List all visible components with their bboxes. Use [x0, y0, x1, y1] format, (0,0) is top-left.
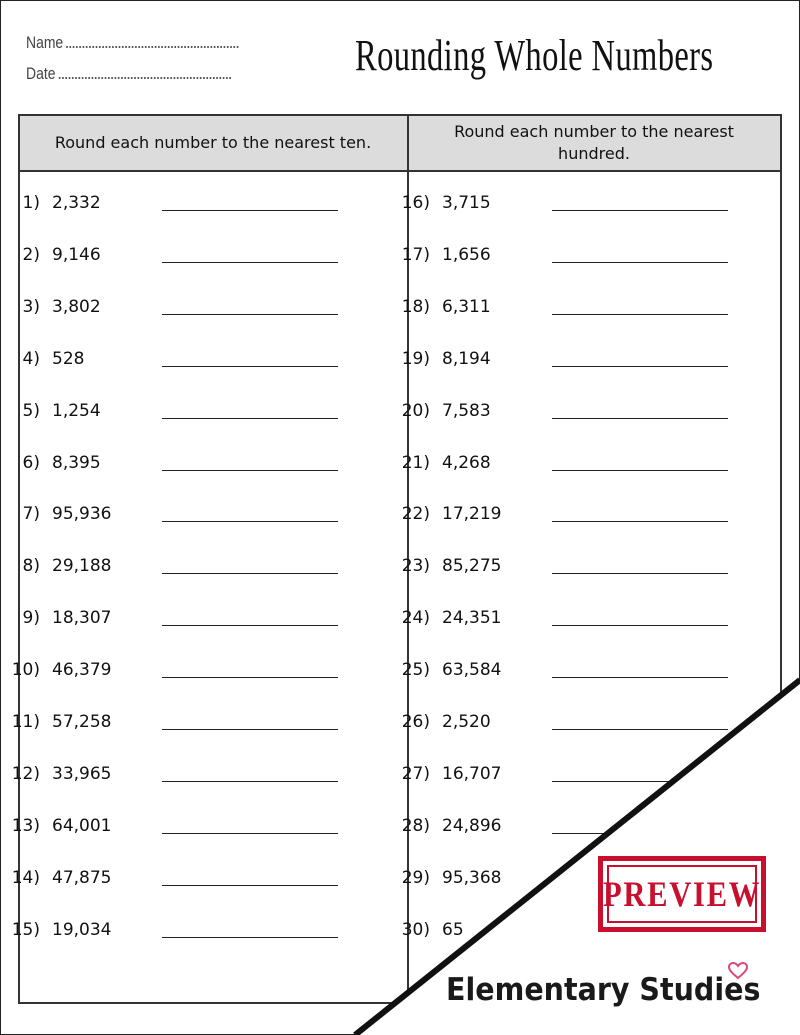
problem-value: 3,715	[442, 193, 491, 213]
problem-value: 3,802	[52, 296, 101, 317]
problem-number: 2)	[22, 244, 40, 265]
preview-stamp	[598, 856, 766, 932]
problem-number: 18)	[401, 296, 430, 317]
problem-value: 16,707	[442, 763, 502, 784]
problem-number: 28)	[401, 815, 430, 836]
problem-value: 57,258	[52, 712, 112, 732]
problem-number: 1)	[22, 193, 40, 213]
problem-value: 64,001	[52, 815, 112, 836]
problem-number: 7)	[22, 504, 40, 525]
problem-number: 21)	[401, 452, 430, 473]
problem-number: 4)	[22, 348, 40, 369]
problem-number: 25)	[401, 660, 430, 681]
problem-number: 17)	[401, 244, 430, 265]
name-label: Name	[26, 33, 64, 52]
problem-number: 13)	[11, 815, 40, 836]
problem-number: 3)	[22, 296, 40, 317]
problem-value: 2,332	[52, 193, 101, 213]
problem-number: 5)	[22, 400, 40, 421]
problem-number: 19)	[401, 348, 430, 369]
problem-value: 1,254	[52, 400, 101, 421]
date-label: Date	[26, 64, 56, 83]
problem-number: 8)	[22, 556, 40, 577]
problem-value: 63,584	[442, 660, 502, 681]
stamp-text: PREVIEW	[602, 874, 762, 914]
problem-value: 2,520	[442, 712, 491, 732]
problem-number: 9)	[22, 608, 40, 629]
problem-value: 9,146	[52, 244, 101, 265]
problem-value: 29,188	[52, 556, 112, 577]
problem-value: 8,194	[442, 348, 491, 369]
problem-number: 16)	[401, 193, 430, 213]
left-column-heading: Round each number to the nearest ten.	[54, 133, 372, 152]
problem-value: 8,395	[52, 452, 101, 473]
problem-value: 19,034	[52, 919, 112, 940]
problem-value: 47,875	[52, 867, 112, 888]
problem-value: 33,965	[52, 763, 112, 784]
problem-number: 22)	[401, 504, 430, 525]
right-column-heading: Round each number to the nearest hundred.	[454, 122, 734, 163]
problem-number: 15)	[11, 919, 40, 940]
problem-number: 29)	[401, 867, 430, 888]
problem-number: 20)	[401, 400, 430, 421]
problem-value: 95,368	[442, 867, 502, 888]
problem-value: 4,268	[442, 452, 491, 473]
problem-value: 6,311	[442, 296, 491, 317]
problem-number: 30)	[401, 919, 430, 940]
problem-value: 7,583	[442, 400, 491, 421]
problem-number: 10)	[11, 660, 40, 681]
problem-value: 65	[442, 919, 464, 940]
problem-number: 6)	[22, 452, 40, 473]
problem-number: 26)	[401, 712, 430, 732]
problem-value: 24,896	[442, 815, 502, 836]
heart-icon	[728, 962, 748, 980]
problem-number: 24)	[401, 608, 430, 629]
problem-value: 24,351	[442, 608, 502, 629]
problem-value: 46,379	[52, 660, 112, 681]
problem-number: 11)	[11, 712, 40, 732]
problem-value: 1,656	[442, 244, 491, 265]
problem-number: 12)	[11, 763, 40, 784]
problem-value: 17,219	[442, 504, 502, 525]
brand-logo: Elementary Studies	[446, 972, 761, 1008]
problem-number: 14)	[11, 867, 40, 888]
problem-number: 23)	[401, 556, 430, 577]
problem-value: 85,275	[442, 556, 502, 577]
problem-value: 528	[52, 348, 85, 369]
problem-value: 18,307	[52, 608, 112, 629]
problem-value: 95,936	[52, 504, 112, 525]
problem-number: 27)	[401, 763, 430, 784]
worksheet-title: Rounding Whole Numbers	[355, 31, 714, 80]
